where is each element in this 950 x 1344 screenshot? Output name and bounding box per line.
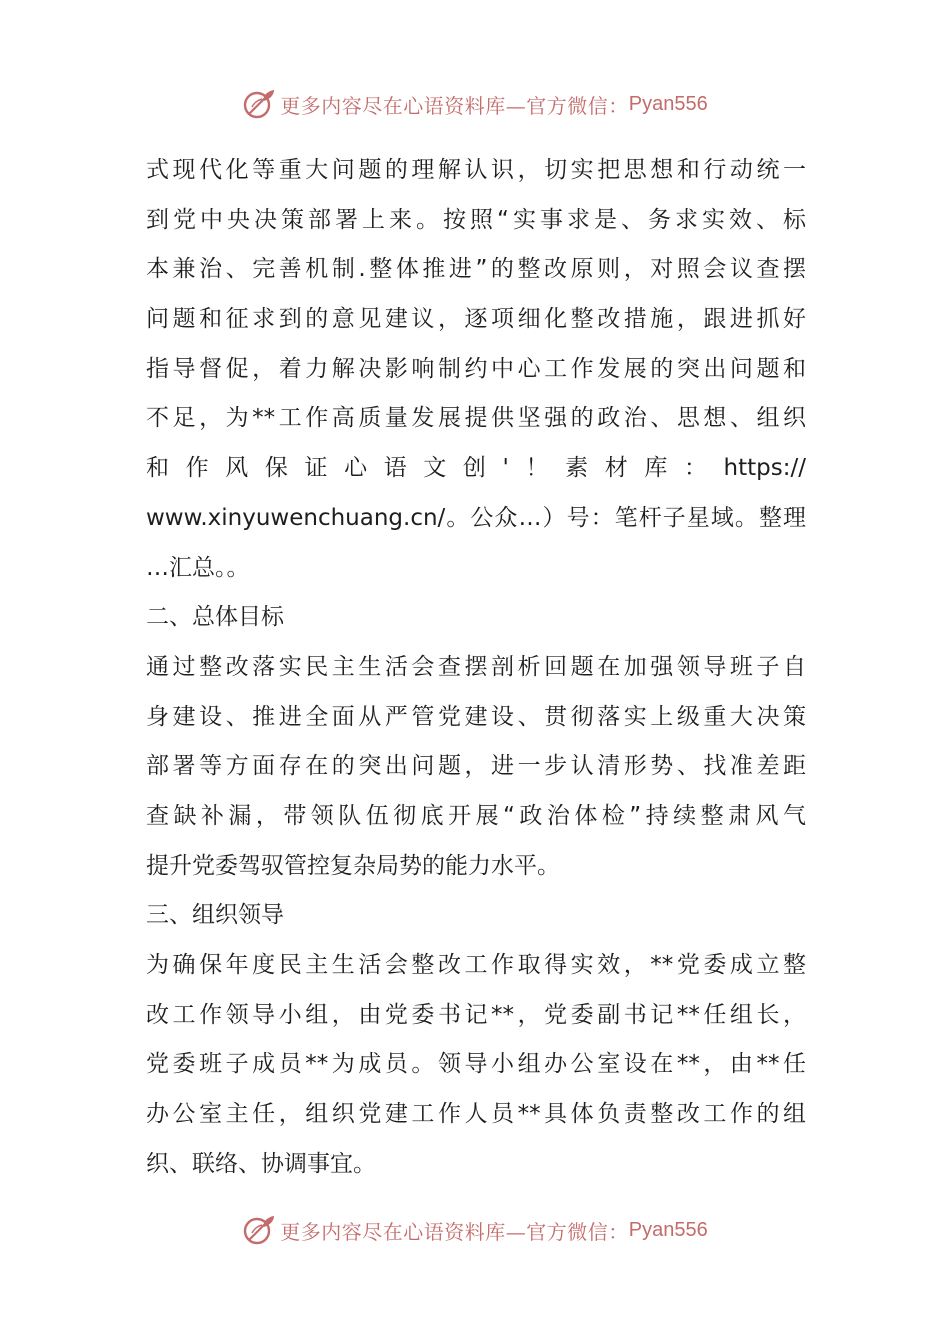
text-line: 到党中央决策部署上来。按照“实事求是、务求实效、标 — [146, 206, 806, 233]
banner-text: 更多内容尽在心语资料库—官方微信： — [280, 1219, 629, 1244]
text-line: 织、联络、协调事宜。 — [146, 1150, 376, 1177]
footer-watermark-banner — [0, 1210, 950, 1250]
banner-text: 更多内容尽在心语资料库—官方微信： — [280, 93, 629, 118]
text-line: 式现代化等重大问题的理解认识，切实把思想和行动统一 — [146, 157, 806, 183]
text-line: 身建设、推进全面从严管党建设、贯彻落实上级重大决策 — [146, 703, 806, 730]
text-line: 不足，为**工作高质量发展提供坚强的政治、思想、组织 — [146, 405, 806, 432]
text-line: 部署等方面存在的突出问题，进一步认清形势、找准差距 — [146, 753, 806, 780]
text-line: 本兼治、完善机制.整体推进”的整改原则，对照会议查摆 — [146, 256, 806, 283]
text-line: 通过整改落实民主生活会查摆剖析回题在加强领导班子自 — [146, 653, 806, 680]
text-line: 问题和征求到的意见建议，逐项细化整改措施，跟进抓好 — [146, 306, 806, 333]
text-line: 提升党委驾驭管控复杂局势的能力水平。 — [146, 852, 560, 879]
text-line: www.xinyuwenchuang.cn/。公众…）号：笔杆子星域。整理 — [146, 504, 806, 531]
text-line: 党委班子成员**为成员。领导小组办公室设在**，由**任 — [146, 1051, 806, 1078]
body-text — [146, 146, 806, 1189]
section-heading: 二、总体目标 — [146, 604, 284, 631]
text-line: 办公室主任，组织党建工作人员**具体负责整改工作的组 — [146, 1101, 806, 1128]
quill-logo-icon — [242, 87, 276, 121]
text-line: …汇总。。 — [146, 554, 250, 581]
text-line: 改工作领导小组，由党委书记**，党委副书记**任组长， — [146, 1001, 806, 1028]
wechat-id: Pyan556 — [628, 1218, 708, 1241]
text-line: 指导督促，着力解决影响制约中心工作发展的突出问题和 — [146, 355, 806, 382]
text-line: 查缺补漏，带领队伍彻底开展“政治体检”持续整肃风气 — [146, 802, 806, 829]
header-watermark-banner — [0, 84, 950, 124]
section-heading: 三、组织领导 — [146, 902, 284, 929]
quill-logo-icon — [242, 1213, 276, 1247]
text-line: 和作风保证心语文创'！素材库：https:// — [146, 455, 806, 482]
wechat-id: Pyan556 — [628, 92, 708, 115]
text-line: 为确保年度民主生活会整改工作取得实效，**党委成立整 — [146, 952, 806, 978]
